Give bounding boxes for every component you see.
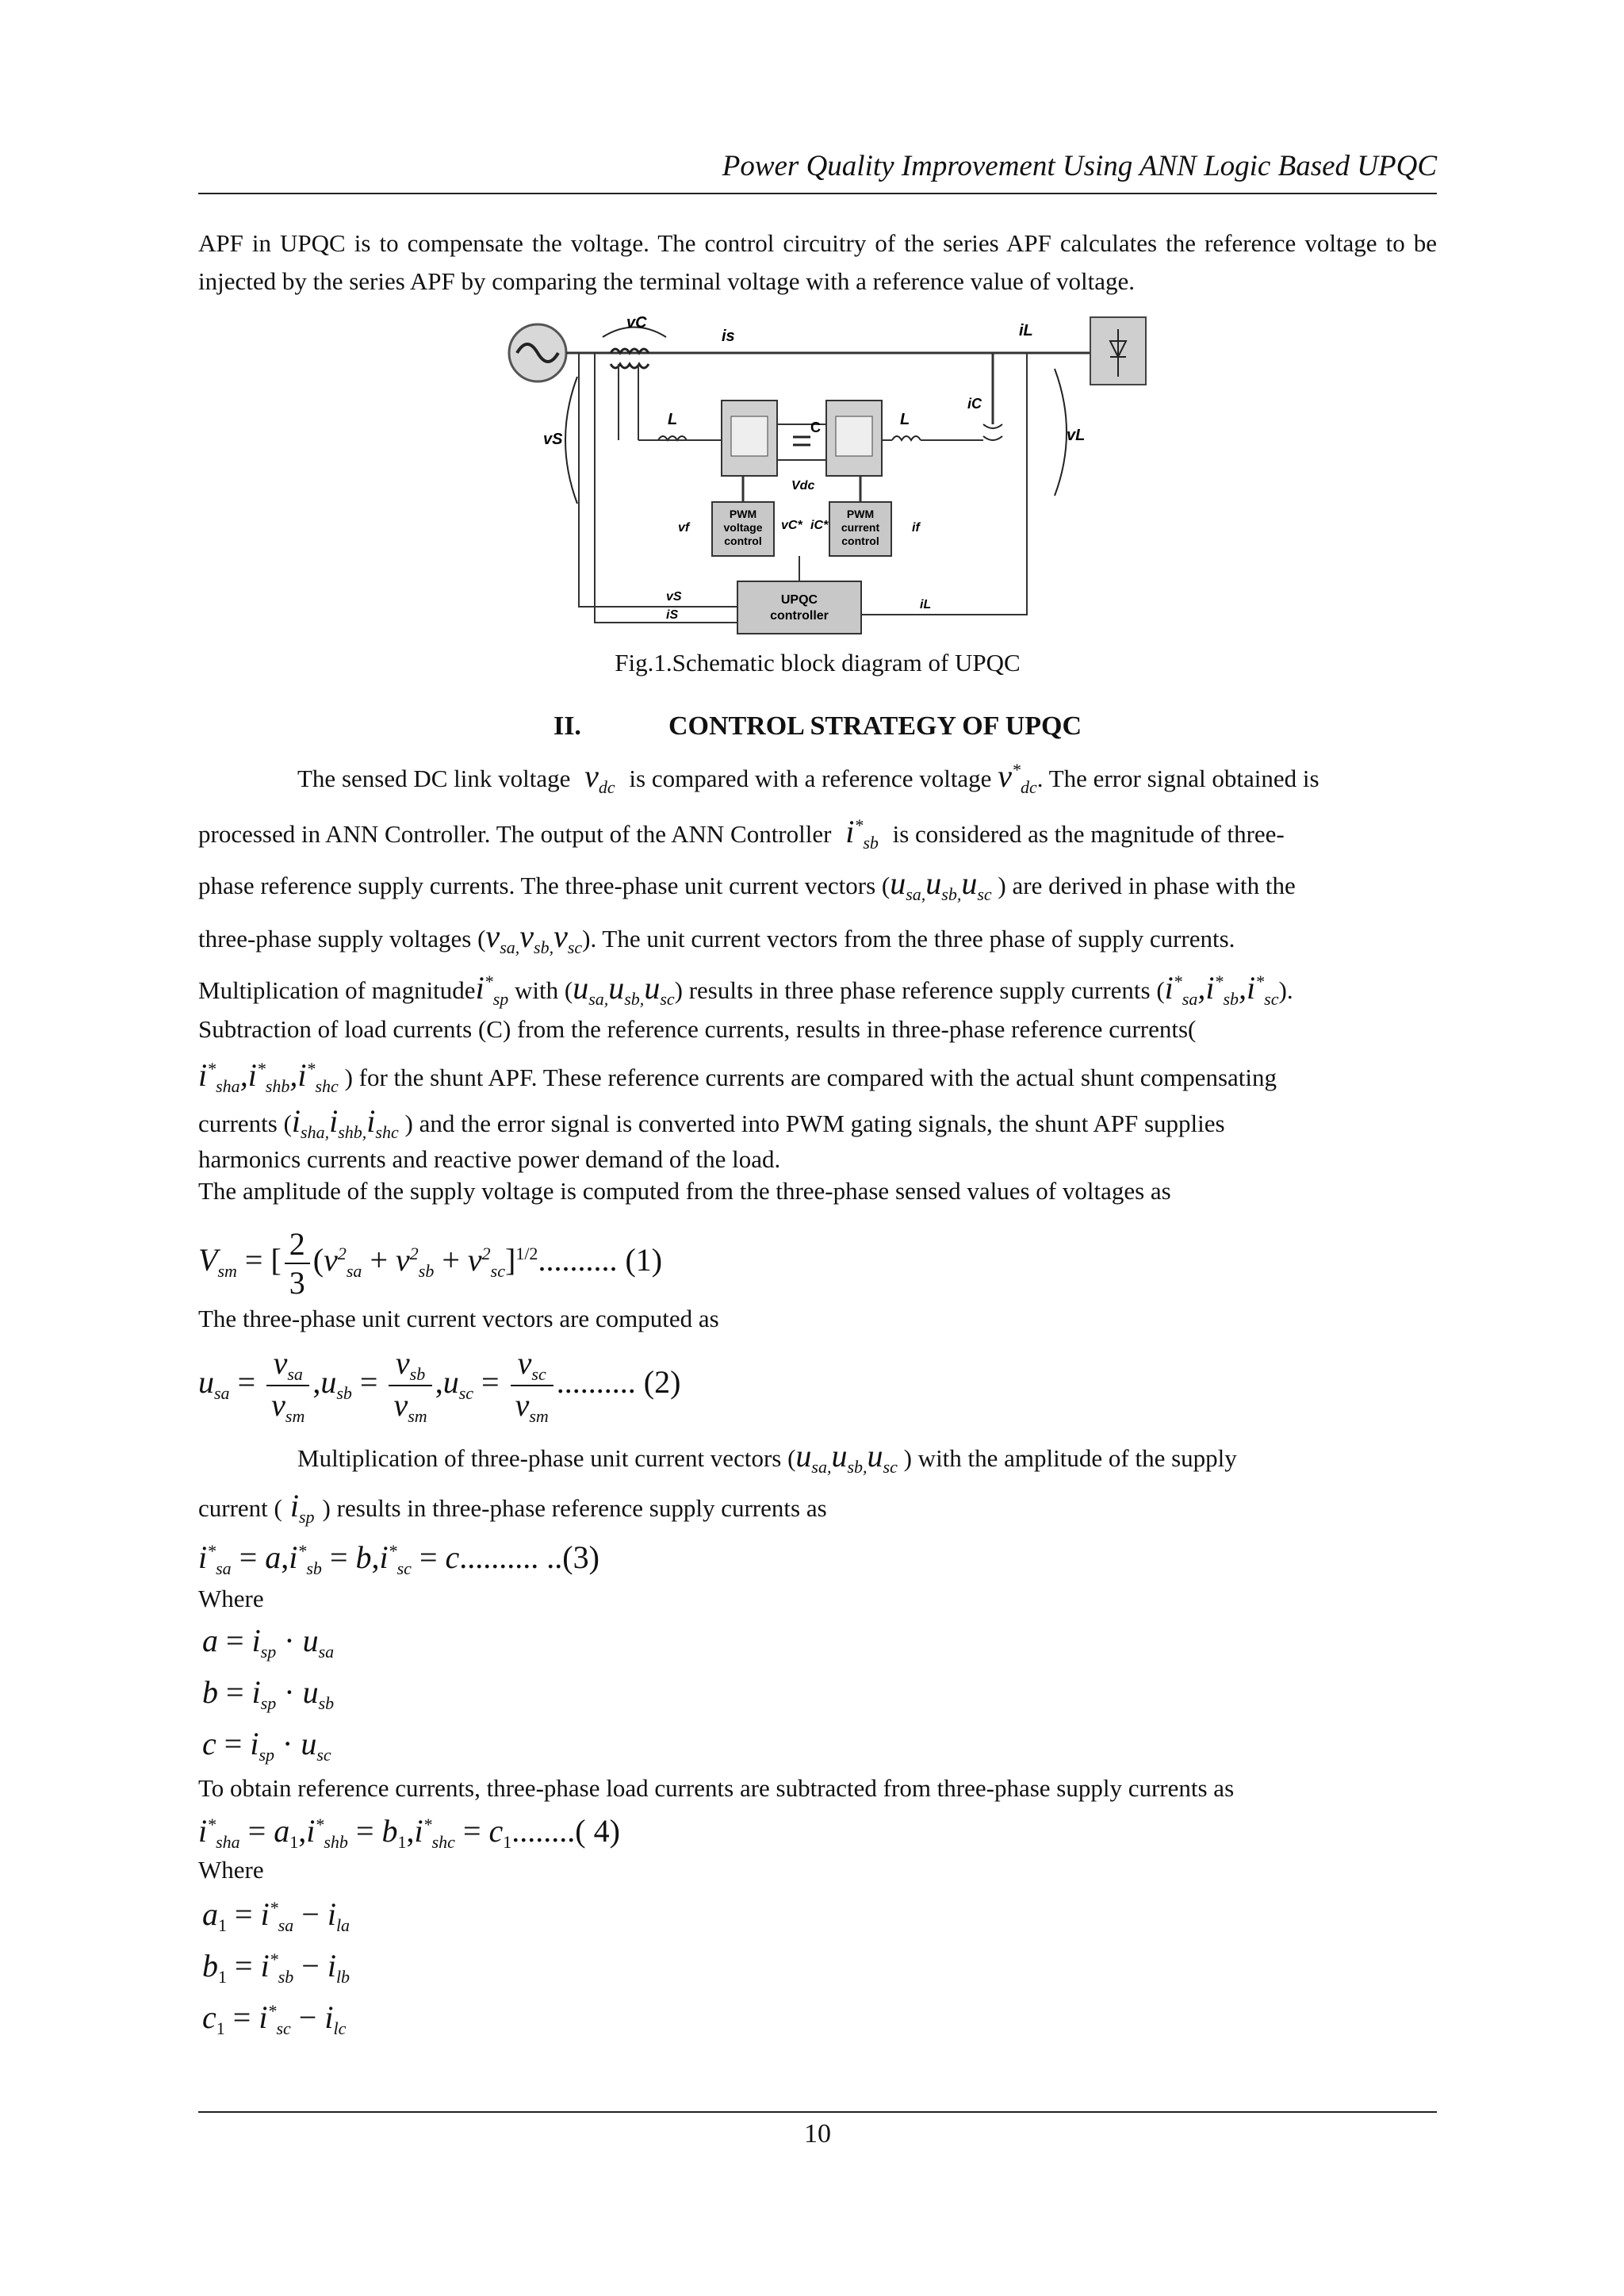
body-line-1: The sensed DC link voltage $v_{dc}$ is compared with a reference voltage $v^*_{dc}$. The error signal obtained is <box>297 758 1320 797</box>
label-if: if <box>912 521 920 535</box>
pwm-voltage-line1: PWM <box>729 508 757 520</box>
label-is-in: iS <box>666 608 679 622</box>
label-vs: vS <box>543 431 563 448</box>
upqc-controller-block <box>737 581 861 634</box>
where-label-1: Where <box>198 1585 264 1612</box>
body-line-8: currents ($i_{sha,}i_{shb,}i_{shc}$ ) and the error signal is converted into PWM gating signals, the shunt APF supplies <box>198 1103 1225 1142</box>
body-line-14: To obtain reference currents, three-phase load currents are subtracted from three-phase supply currents as <box>198 1774 1235 1802</box>
equation-b1: $b_1 = i^*_{sb} - i_{lb}$ <box>202 1948 350 1987</box>
pwm-current-line2: current <box>841 521 880 534</box>
label-vdc: Vdc <box>791 479 815 493</box>
equation-3: $i^*_{sa} = a,i^*_{sb} = b,i^*_{sc} = c$.......... ..(3) <box>198 1539 599 1578</box>
equation-b: $b = i_{sp} \cdot u_{sb}$ <box>202 1674 335 1713</box>
body-line-4: three-phase supply voltages $(v_{sa,}v_{sb,}v_{sc})$. The unit current vectors from the three phase of supply currents. <box>198 918 1235 957</box>
body-line-6: Subtraction of load currents (C) from the reference currents, results in three-phase reference currents( <box>198 1015 1197 1043</box>
page-number: 10 <box>804 2119 831 2148</box>
section-title: CONTROL STRATEGY OF UPQC <box>668 711 1082 741</box>
section-number: II. <box>553 711 581 741</box>
label-L2: L <box>900 411 910 428</box>
equation-c1: $c_1 = i^*_{sc} - i_{lc}$ <box>202 1999 347 2038</box>
body-line-3: phase reference supply currents. The three-phase unit current vectors ($u_{sa,}u_{sb,}u_{sc}$ ) are derived in phase with the <box>198 865 1296 904</box>
controller-line1: UPQC <box>780 593 818 607</box>
upqc-schematic-figure <box>500 305 1150 638</box>
body-line-7: $i^*_{sha},i^*_{shb},i^*_{shc}$ ) for the shunt APF. These reference currents are compared with the actual shunt compensating <box>198 1057 1277 1096</box>
label-vc-star: vC* <box>781 519 802 532</box>
pwm-current-line3: control <box>841 535 879 547</box>
label-il: iL <box>1019 322 1033 339</box>
equation-1: $V_{sm}$ = [ $\frac{2}{3}$ $(v^2_{sa} + v^2_{sb} + v^2_{sc}]^{1/2}$.......... (1) <box>198 1226 663 1301</box>
body-line-11: The three-phase unit current vectors are computed as <box>198 1305 719 1332</box>
label-ic: iC <box>967 396 982 412</box>
where-label-2: Where <box>198 1856 264 1884</box>
label-vl: vL <box>1067 427 1086 444</box>
body-line-2: processed in ANN Controller. The output of the ANN Controller $i^*_{sb}$ is considered as the magnitude of three- <box>198 814 1285 853</box>
figure-caption: Fig.1.Schematic block diagram of UPQC <box>615 649 1021 677</box>
section-heading <box>198 711 1437 742</box>
pwm-current-line1: PWM <box>846 508 875 520</box>
intro-paragraph: APF in UPQC is to compensate the voltage. The control circuitry of the series APF calculates the reference voltage to be injected by the series APF by comparing the terminal voltage with a reference value of voltage. <box>198 229 1437 295</box>
label-vs-in: vS <box>666 590 682 604</box>
pwm-voltage-line3: control <box>724 535 762 547</box>
label-vf: vf <box>678 521 690 535</box>
body-line-10: The amplitude of the supply voltage is computed from the three-phase sensed values of voltages as <box>198 1177 1171 1205</box>
equation-2: $u_{sa}$ = $\frac{v_{sa}}{v_{sm}}$ $,u_{sb}$ = $\frac{v_{sb}}{v_{sm}}$ $,u_{sc}$ = $\frac{v_{sc}}{v_{sm}}$ .......... (2) <box>198 1345 681 1426</box>
header-rule <box>198 193 1437 194</box>
controller-line2: controller <box>770 609 829 623</box>
label-ic-star: iC* <box>810 519 829 532</box>
label-il-in: iL <box>920 598 932 611</box>
label-is: is <box>722 328 735 345</box>
equation-4: $i^*_{sha} = a_1,i^*_{shb} = b_1,i^*_{shc} = c_1$........( 4) <box>198 1813 620 1852</box>
body-line-5: Multiplication of magnitudei*$_{sp}$ with $(u_{sa,}u_{sb,}u_{sc})$ results in three phase reference supply currents $(i^*_{sa},i^*_{sb},i^*_{sc})$. <box>198 970 1293 1009</box>
label-vc: vC <box>626 314 647 332</box>
pwm-voltage-line2: voltage <box>723 521 763 534</box>
body-line-12: Multiplication of three-phase unit current vectors ($u_{sa,}u_{sb,}u_{sc}$ ) with the amplitude of the supply <box>297 1438 1237 1477</box>
label-C: C <box>810 420 821 435</box>
label-L1: L <box>668 411 678 428</box>
upqc-schematic-diagram <box>500 305 1150 638</box>
running-header: Power Quality Improvement Using ANN Logic Based UPQC <box>722 150 1437 182</box>
body-line-13: current ( $i_{sp}$ ) results in three-phase reference supply currents as <box>198 1488 827 1527</box>
footer-rule <box>198 2111 1437 2113</box>
equation-a: $a = i_{sp} \cdot u_{sa}$ <box>202 1623 335 1662</box>
body-line-9: harmonics currents and reactive power demand of the load. <box>198 1145 781 1173</box>
equation-a1: $a_1 = i^*_{sa} - i_{la}$ <box>202 1896 350 1935</box>
equation-c: $c = i_{sp} \cdot u_{sc}$ <box>202 1726 331 1765</box>
